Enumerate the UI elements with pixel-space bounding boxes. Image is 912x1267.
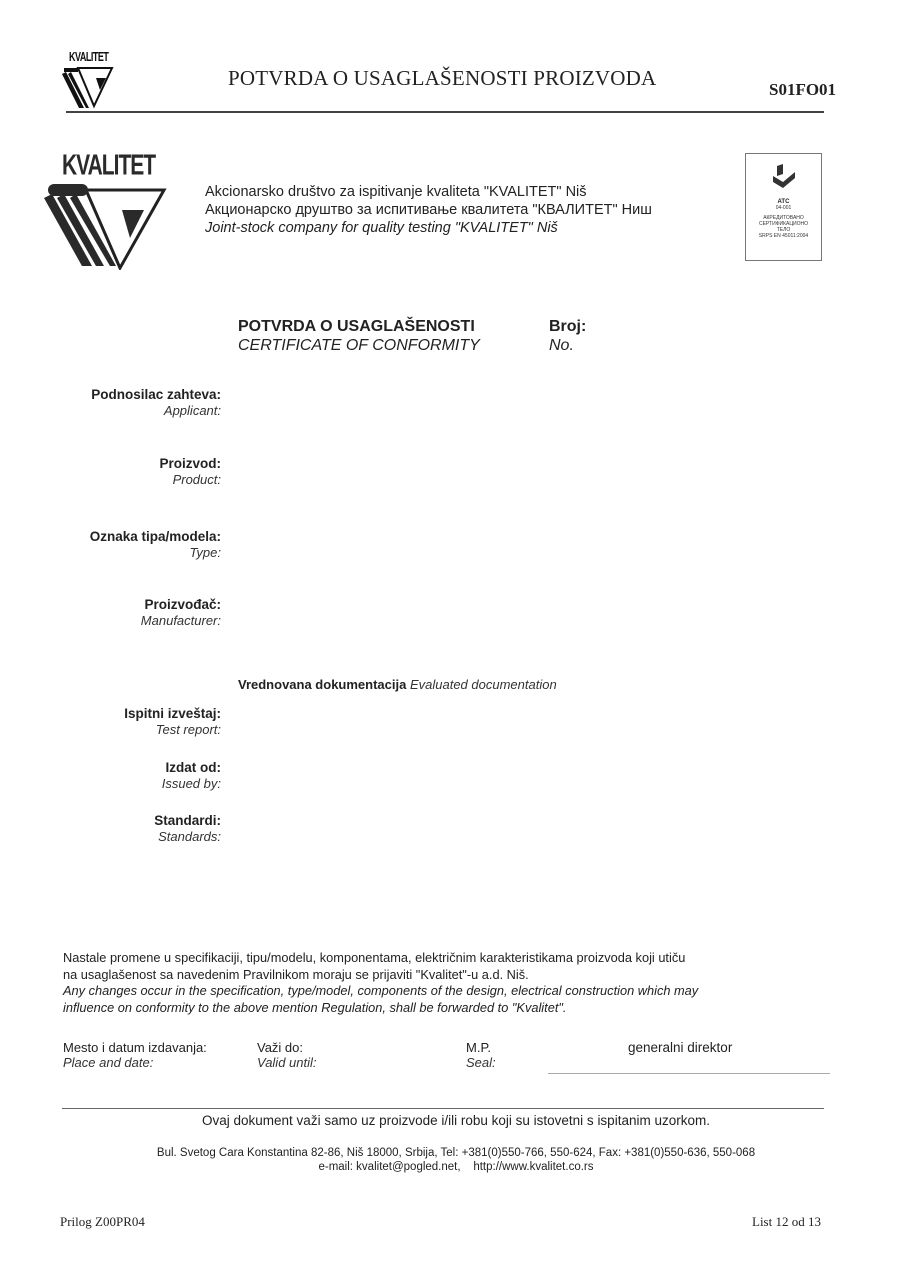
- signature-line: [548, 1073, 830, 1074]
- seal-field: [466, 1040, 496, 1070]
- field-label-en: Issued by:: [161, 776, 221, 791]
- notice-sr-line2: na usaglašenost sa navedenim Pravilnikom moraju se prijaviti "Kvalitet"-u a.d. Niš.: [63, 966, 529, 982]
- field-test-report: [124, 706, 221, 738]
- valid-until-field: [257, 1040, 317, 1070]
- badge-line1: АКРЕДИТОВАНО: [763, 215, 804, 221]
- atc-check-icon: [769, 162, 799, 192]
- company-address: [0, 1146, 912, 1174]
- valid-until-label: Važi do:: [257, 1040, 304, 1055]
- field-label: Ispitni izveštaj:: [124, 706, 221, 721]
- field-applicant: [91, 387, 221, 419]
- place-date-label-en: Place and date:: [63, 1055, 154, 1070]
- seal-label-en: Seal:: [466, 1055, 496, 1070]
- director-title: generalni direktor: [628, 1040, 733, 1055]
- field-label: Podnosilac zahteva:: [91, 387, 221, 402]
- annex-reference: Prilog Z00PR04: [60, 1214, 145, 1229]
- kvalitet-logo-icon: [62, 64, 116, 110]
- organization-name-latin: Akcionarsko društvo za ispitivanje kvaliteta "KVALITET" Niš: [205, 184, 587, 200]
- accreditation-badge: [745, 153, 822, 261]
- form-code: S01FO01: [769, 80, 837, 99]
- badge-line2: СЕРТИФИКАЦИОНО: [758, 221, 809, 227]
- validity-note: Ovaj dokument važi samo uz proizvode i/ili robu koji su istovetni s ispitanim uzorkom.: [202, 1113, 710, 1128]
- field-label-en: Manufacturer:: [140, 613, 221, 628]
- field-label: Standardi:: [154, 813, 221, 828]
- kvalitet-logo-icon: [44, 180, 174, 270]
- notice-en-line1: Any changes occur in the specification, type/model, components of the design, electrical construction which may: [63, 983, 699, 998]
- field-label: Izdat od:: [165, 760, 221, 775]
- field-standards: [154, 813, 221, 845]
- certificate-number-label: Broj:: [549, 318, 587, 335]
- badge-standard: SRPS EN 45011:2004: [758, 233, 809, 239]
- field-type: [90, 529, 221, 561]
- certificate-number-label-en: No.: [549, 337, 574, 354]
- evaluated-title-en: Evaluated documentation: [409, 677, 557, 692]
- page-number: List 12 od 13: [752, 1214, 821, 1229]
- certificate-subtitle: CERTIFICATE OF CONFORMITY: [238, 337, 480, 354]
- field-manufacturer: [141, 597, 221, 629]
- field-label: Proizvod:: [159, 456, 221, 471]
- field-label-en: Type:: [189, 545, 221, 560]
- valid-until-label-en: Valid until:: [257, 1055, 317, 1070]
- footer-divider: [62, 1108, 824, 1109]
- place-date-field: [63, 1040, 207, 1070]
- badge-label: ATC: [777, 199, 790, 205]
- place-date-label: Mesto i datum izdavanja:: [63, 1040, 207, 1055]
- change-notice: [63, 950, 843, 1016]
- header-logo: [62, 50, 116, 108]
- notice-sr-line1: Nastale promene u specifikaciji, tipu/modelu, komponentama, električnim karakteristikama proizvoda koji utiču: [63, 950, 686, 965]
- evaluated-title: Vrednovana dokumentacija: [238, 677, 407, 692]
- header-logo-text: KVALITET: [69, 50, 109, 64]
- header-divider: [66, 111, 824, 113]
- certificate-title: POTVRDA O USAGLAŠENOSTI: [238, 318, 475, 335]
- field-label-en: Applicant:: [163, 403, 221, 418]
- organization-names: [205, 183, 652, 237]
- header-title: POTVRDA O USAGLAŠENOSTI PROIZVODA: [228, 66, 657, 90]
- field-label-en: Test report:: [155, 722, 221, 737]
- notice-en-line2: influence on conformity to the above mention Regulation, shall be forwarded to "Kvalitet".: [63, 999, 567, 1015]
- address-line: Bul. Svetog Cara Konstantina 82-86, Niš 18000, Srbija, Tel: +381(0)550-766, 550-624, Fax: +381(0)550-636, 550-068: [156, 1147, 756, 1159]
- field-label: Oznaka tipa/modela:: [89, 529, 221, 544]
- organization-logo-text: KVALITET: [62, 150, 156, 182]
- organization-logo: [44, 150, 174, 270]
- field-label-en: Standards:: [158, 829, 221, 844]
- field-label-en: Product:: [172, 472, 221, 487]
- evaluated-documentation-heading: [238, 677, 557, 692]
- field-issued-by: [162, 760, 221, 792]
- badge-number: 04-001: [775, 205, 792, 211]
- organization-name-english: Joint-stock company for quality testing "KVALITET" Niš: [205, 220, 558, 236]
- organization-name-cyrillic: Акционарско друштво за испитивање квалитета "КВАЛИТЕТ" Ниш: [205, 202, 652, 218]
- seal-label: M.P.: [466, 1040, 492, 1055]
- badge-line3: ТЕЛО: [776, 227, 791, 233]
- field-label: Proizvođač:: [144, 597, 221, 612]
- contact-line: e-mail: kvalitet@pogled.net, http://www.kvalitet.co.rs: [318, 1161, 594, 1173]
- field-product: [159, 456, 221, 488]
